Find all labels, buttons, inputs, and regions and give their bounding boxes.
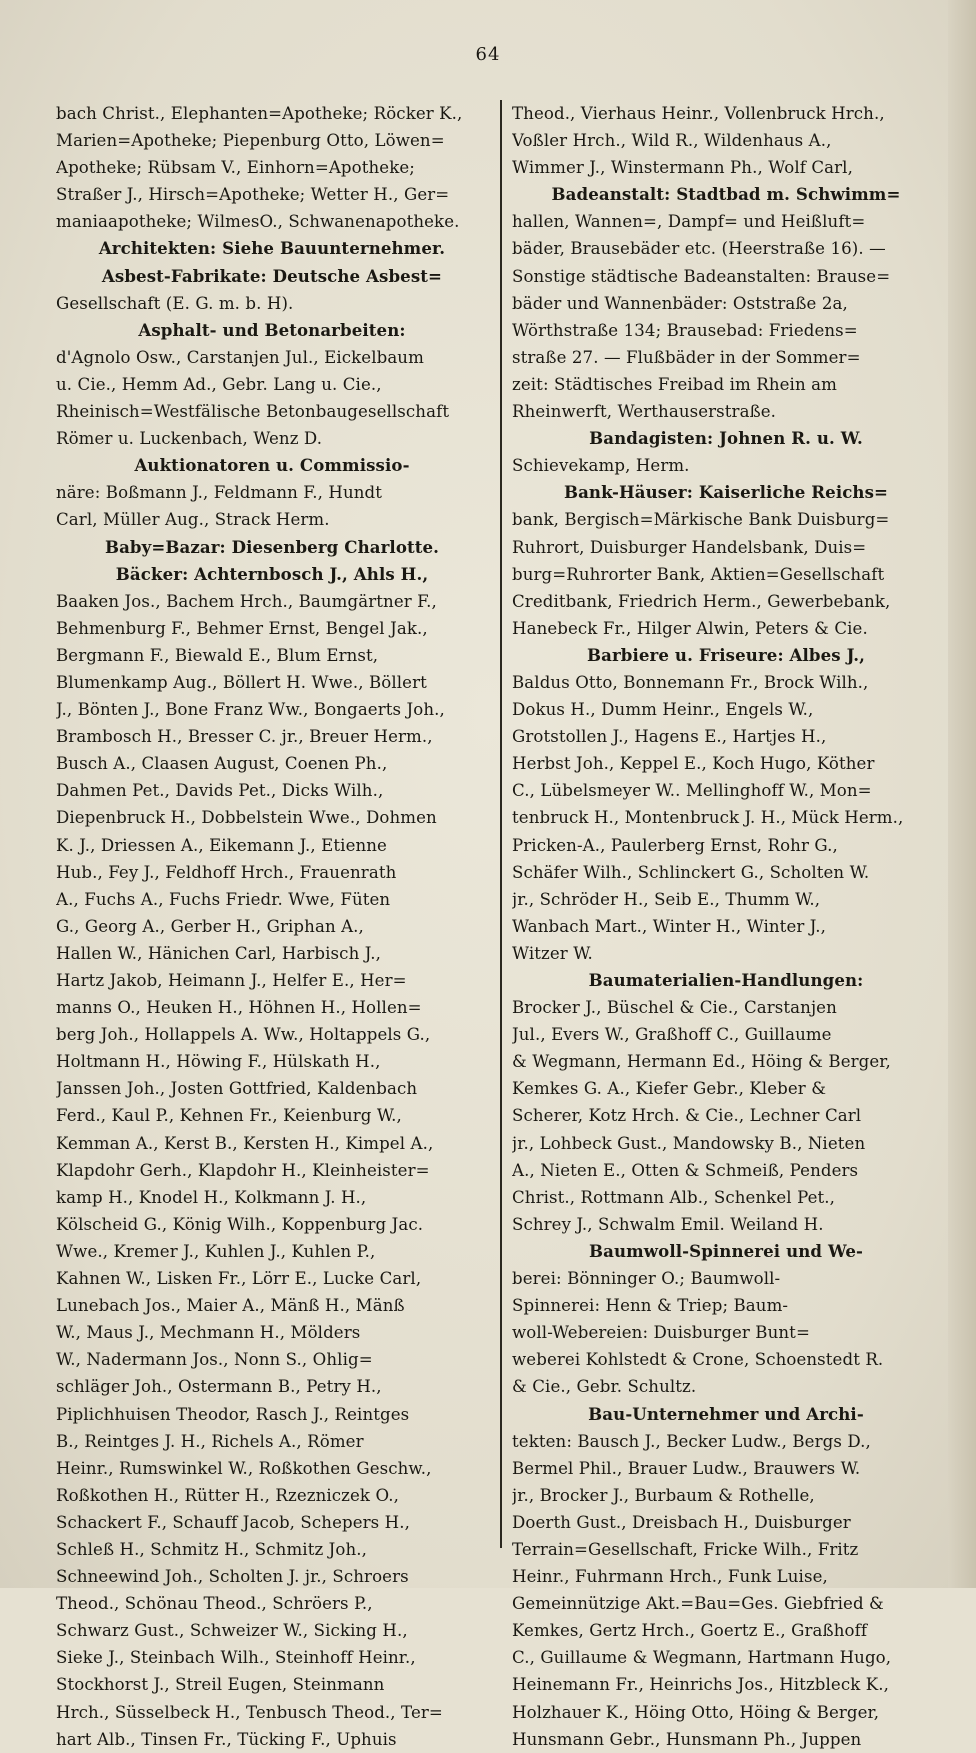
text-line: Kemkes, Gertz Hrch., Goertz E., Graßhoff	[512, 1621, 868, 1641]
text-line: Kahnen W., Lisken Fr., Lörr E., Lucke Carl,	[56, 1269, 422, 1289]
text-line: Dokus H., Dumm Heinr., Engels W.,	[512, 700, 814, 720]
text-line: Grotstollen J., Hagens E., Hartjes H.,	[512, 727, 827, 747]
text-line: Holtmann H., Höwing F., Hülskath H.,	[56, 1052, 381, 1072]
text-line: Doerth Gust., Dreisbach H., Duisburger	[512, 1512, 851, 1532]
text-line: Sieke J., Steinbach Wilh., Steinhoff Heinr.,	[56, 1648, 416, 1668]
text-line: Pricken-A., Paulerberg Ernst, Rohr G.,	[512, 835, 838, 855]
text-line: Blumenkamp Aug., Böllert H. Wwe., Böllert	[56, 672, 427, 692]
text-line: tekten: Bausch J., Becker Ludw., Bergs D.,	[512, 1431, 871, 1451]
section-heading-line: Asbest-Fabrikate: Deutsche Asbest=	[101, 265, 443, 286]
text-line: Ferd., Kaul P., Kehnen Fr., Keienburg W.,	[56, 1106, 402, 1126]
text-line: Dahmen Pet., Davids Pet., Dicks Wilh.,	[56, 781, 384, 801]
text-line: jr., Brocker J., Burbaum & Rothelle,	[512, 1485, 815, 1505]
text-line: Busch A., Claasen August, Coenen Ph.,	[56, 754, 388, 774]
left-column	[56, 100, 488, 1753]
text-line: Carl, Müller Aug., Strack Herm.	[56, 510, 330, 530]
text-line: Kemman A., Kerst B., Kersten H., Kimpel A.,	[56, 1133, 434, 1153]
text-line: Heinr., Rumswinkel W., Roßkothen Geschw.,	[56, 1458, 432, 1478]
text-line: Bermel Phil., Brauer Ludw., Brauwers W.	[512, 1458, 861, 1478]
text-line: Marien=Apotheke; Piepenburg Otto, Löwen=	[56, 131, 445, 151]
text-line: Römer u. Luckenbach, Wenz D.	[56, 429, 323, 449]
text-line: & Wegmann, Hermann Ed., Höing & Berger,	[512, 1052, 891, 1072]
section-heading-line: Asphalt- und Betonarbeiten:	[138, 319, 406, 340]
text-line: Hartz Jakob, Heimann J., Helfer E., Her=	[56, 971, 407, 990]
section-heading-line: Bank-Häuser: Kaiserliche Reichs=	[563, 482, 889, 503]
text-line: Holzhauer K., Höing Otto, Höing & Berger,	[512, 1702, 880, 1722]
text-line: hart Alb., Tinsen Fr., Tücking F., Uphuis	[56, 1729, 397, 1749]
section-heading-line: Architekten: Siehe Bauunternehmer.	[98, 238, 446, 259]
text-line: berei: Bönninger O.; Baumwoll-	[512, 1269, 781, 1289]
text-line: G., Georg A., Gerber H., Griphan A.,	[56, 916, 364, 936]
text-line: Bergmann F., Biewald E., Blum Ernst,	[56, 645, 379, 665]
text-line: K. J., Driessen A., Eikemann J., Etienne	[56, 835, 387, 855]
text-line: jr., Lohbeck Gust., Mandowsky B., Nieten	[512, 1133, 866, 1153]
text-line: Voßler Hrch., Wild R., Wildenhaus A.,	[512, 131, 832, 151]
text-line: Schackert F., Schauff Jacob, Schepers H.,	[56, 1512, 410, 1532]
text-line: Theod., Schönau Theod., Schröers P.,	[56, 1594, 373, 1614]
text-line: Stockhorst J., Streil Eugen, Steinmann	[56, 1675, 385, 1695]
right-column	[512, 100, 940, 1753]
page-number: 64	[475, 44, 501, 65]
text-line: Apotheke; Rübsam V., Einhorn=Apotheke;	[56, 158, 415, 178]
text-line: tenbruck H., Montenbruck J. H., Mück Herm.,	[512, 808, 904, 828]
text-line: bäder und Wannenbäder: Oststraße 2a,	[512, 293, 848, 313]
text-line: Schäfer Wilh., Schlinckert G., Scholten W.	[512, 862, 870, 882]
text-line: Roßkothen H., Rütter H., Rzezniczek O.,	[56, 1485, 399, 1505]
text-line: Sonstige städtische Badeanstalten: Brause=	[512, 266, 891, 286]
text-line: Janssen Joh., Josten Gottfried, Kaldenbach	[56, 1079, 418, 1099]
text-line: Brambosch H., Bresser C. jr., Breuer Herm.,	[56, 727, 433, 747]
text-line: Piplichhuisen Theodor, Rasch J., Reintges	[56, 1404, 410, 1424]
text-line: berg Joh., Hollappels A. Ww., Holtappels G.,	[56, 1025, 431, 1045]
text-line: B., Reintges J. H., Richels A., Römer	[56, 1431, 364, 1451]
text-line: Hrch., Süsselbeck H., Tenbusch Theod., Ter=	[56, 1702, 443, 1722]
text-line: Wimmer J., Winstermann Ph., Wolf Carl,	[512, 158, 853, 178]
text-line: Behmenburg F., Behmer Ernst, Bengel Jak.,	[56, 618, 428, 638]
text-line: bäder, Brausebäder etc. (Heerstraße 16). —	[512, 239, 886, 259]
text-line: Wwe., Kremer J., Kuhlen J., Kuhlen P.,	[56, 1241, 376, 1261]
text-line: & Cie., Gebr. Schultz.	[512, 1377, 697, 1397]
text-line: Rheinisch=Westfälische Betonbaugesellschaft	[56, 402, 450, 422]
section-heading-line: Barbiere u. Friseure: Albes J.,	[586, 644, 866, 665]
text-line: Schleß H., Schmitz H., Schmitz Joh.,	[56, 1539, 368, 1559]
text-line: Lunebach Jos., Maier A., Mänß H., Mänß	[56, 1296, 405, 1316]
text-line: Ruhrort, Duisburger Handelsbank, Duis=	[512, 537, 867, 557]
text-line: zeit: Städtisches Freibad im Rhein am	[512, 374, 837, 394]
text-line: Terrain=Gesellschaft, Fricke Wilh., Fritz	[512, 1539, 859, 1559]
text-line: C., Guillaume & Wegmann, Hartmann Hugo,	[512, 1648, 892, 1668]
text-line: u. Cie., Hemm Ad., Gebr. Lang u. Cie.,	[56, 374, 382, 394]
text-line: Schievekamp, Herm.	[512, 456, 690, 476]
text-line: Hallen W., Hänichen Carl, Harbisch J.,	[56, 943, 381, 963]
text-line: jr., Schröder H., Seib E., Thumm W.,	[512, 889, 821, 909]
text-line: Hub., Fey J., Feldhoff Hrch., Frauenrath	[56, 862, 397, 882]
text-line: Jul., Evers W., Graßhoff C., Guillaume	[512, 1025, 832, 1045]
text-line: straße 27. — Flußbäder in der Sommer=	[512, 347, 861, 367]
text-line: Schneewind Joh., Scholten J. jr., Schroers	[56, 1567, 409, 1587]
text-line: Klapdohr Gerh., Klapdohr H., Kleinheister=	[56, 1160, 430, 1180]
text-line: manns O., Heuken H., Höhnen H., Hollen=	[56, 998, 422, 1018]
text-line: Wanbach Mart., Winter H., Winter J.,	[512, 916, 826, 936]
text-line: hallen, Wannen=, Dampf= und Heißluft=	[512, 212, 866, 232]
text-line: Hanebeck Fr., Hilger Alwin, Peters & Cie.	[512, 618, 868, 638]
text-line: Gesellschaft (E. G. m. b. H).	[56, 293, 294, 313]
section-heading-line: Badeanstalt: Stadtbad m. Schwimm=	[551, 184, 901, 205]
text-line: Spinnerei: Henn & Triep; Baum-	[512, 1296, 789, 1316]
text-line: maniaapotheke; WilmesO., Schwanenapotheke.	[56, 212, 460, 232]
text-line: A., Fuchs A., Fuchs Friedr. Wwe, Füten	[56, 889, 391, 909]
text-line: Schrey J., Schwalm Emil. Weiland H.	[512, 1214, 824, 1234]
text-line: Heinr., Fuhrmann Hrch., Funk Luise,	[512, 1567, 828, 1587]
text-line: Witzer W.	[512, 943, 593, 963]
text-line: Christ., Rottmann Alb., Schenkel Pet.,	[512, 1187, 836, 1207]
section-heading-line: Bandagisten: Johnen R. u. W.	[589, 428, 863, 449]
text-line: Brocker J., Büschel & Cie., Carstanjen	[512, 998, 837, 1018]
section-heading-line: Bau-Unternehmer und Archi-	[588, 1403, 864, 1424]
text-line: Hunsmann Gebr., Hunsmann Ph., Juppen	[512, 1729, 862, 1749]
text-line: Baldus Otto, Bonnemann Fr., Brock Wilh.,	[512, 672, 869, 692]
text-line: C., Lübelsmeyer W.. Mellinghoff W., Mon=	[512, 781, 872, 801]
text-line: bank, Bergisch=Märkische Bank Duisburg=	[512, 510, 890, 530]
text-line: Heinemann Fr., Heinrichs Jos., Hitzbleck K.,	[512, 1675, 890, 1695]
text-line: Baaken Jos., Bachem Hrch., Baumgärtner F.,	[56, 591, 437, 611]
section-heading-line: Auktionatoren u. Commissio-	[134, 455, 410, 476]
text-line: Wörthstraße 134; Brausebad: Friedens=	[512, 320, 858, 340]
text-line: Rheinwerft, Werthauserstraße.	[512, 402, 777, 422]
column-divider	[500, 100, 502, 1548]
text-line: Straßer J., Hirsch=Apotheke; Wetter H., Ger=	[56, 185, 450, 205]
text-line: Creditbank, Friedrich Herm., Gewerbebank,	[512, 591, 891, 611]
text-line: näre: Boßmann J., Feldmann F., Hundt	[56, 483, 383, 503]
text-line: woll-Webereien: Duisburger Bunt=	[512, 1323, 810, 1343]
text-line: Kemkes G. A., Kiefer Gebr., Kleber &	[512, 1079, 827, 1099]
text-line: Schwarz Gust., Schweizer W., Sicking H.,	[56, 1621, 408, 1641]
section-heading-line: Baumwoll-Spinnerei und We-	[588, 1240, 864, 1261]
text-line: burg=Ruhrorter Bank, Aktien=Gesellschaft	[512, 564, 885, 584]
text-line: Theod., Vierhaus Heinr., Vollenbruck Hrch.,	[512, 104, 885, 123]
text-line: Scherer, Kotz Hrch. & Cie., Lechner Carl	[512, 1106, 862, 1126]
section-heading-line: Baby=Bazar: Diesenberg Charlotte.	[104, 536, 440, 557]
section-heading-line: Bäcker: Achternbosch J., Ahls H.,	[115, 563, 429, 584]
text-line: W., Nadermann Jos., Nonn S., Ohlig=	[56, 1350, 373, 1370]
text-line: Herbst Joh., Keppel E., Koch Hugo, Köther	[512, 754, 875, 774]
text-line: Gemeinnützige Akt.=Bau=Ges. Giebfried &	[512, 1594, 884, 1614]
text-line: d'Agnolo Osw., Carstanjen Jul., Eickelbaum	[56, 347, 424, 367]
text-line: Kölscheid G., König Wilh., Koppenburg Jac.	[56, 1214, 424, 1234]
text-line: J., Bönten J., Bone Franz Ww., Bongaerts Joh.,	[56, 700, 445, 720]
text-line: kamp H., Knodel H., Kolkmann J. H.,	[56, 1187, 367, 1207]
page-edge	[948, 0, 976, 1588]
text-line: bach Christ., Elephanten=Apotheke; Röcker K.,	[56, 104, 463, 123]
text-line: Diepenbruck H., Dobbelstein Wwe., Dohmen	[56, 808, 437, 828]
text-line: W., Maus J., Mechmann H., Mölders	[56, 1323, 361, 1343]
text-line: schläger Joh., Ostermann B., Petry H.,	[56, 1377, 382, 1397]
text-line: weberei Kohlstedt & Crone, Schoenstedt R.	[512, 1350, 884, 1370]
section-heading-line: Baumaterialien-Handlungen:	[588, 970, 864, 990]
text-line: A., Nieten E., Otten & Schmeiß, Penders	[512, 1160, 859, 1180]
